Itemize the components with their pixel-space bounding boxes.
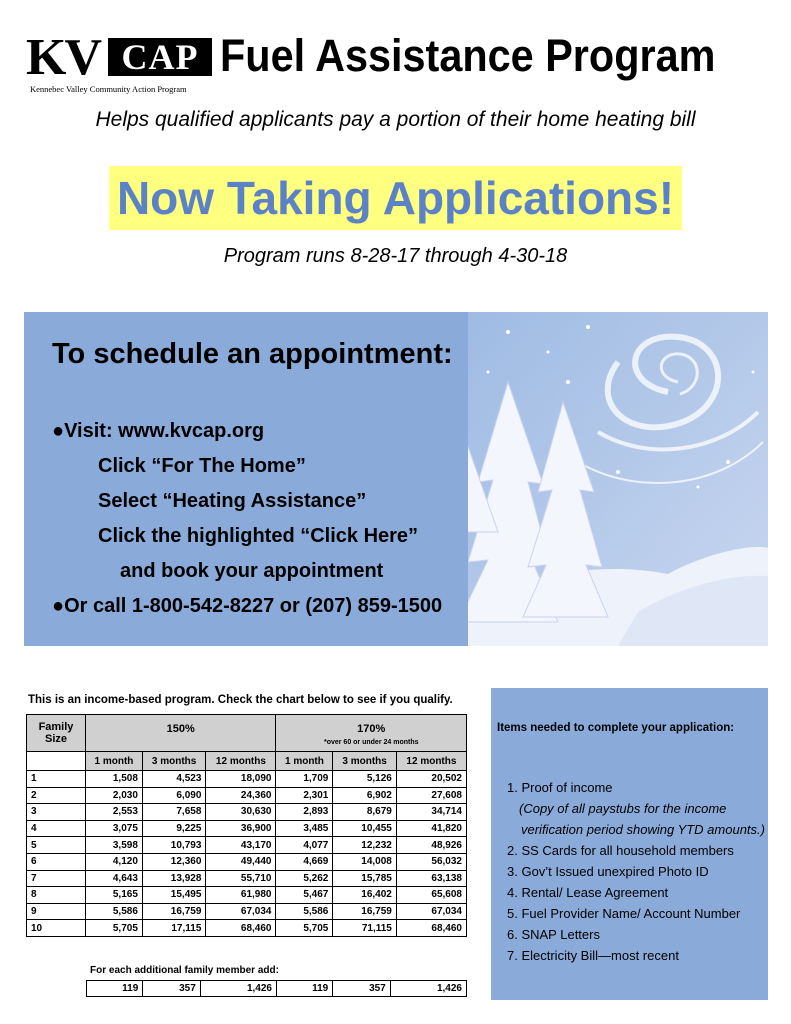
additional-value: 119 (87, 981, 143, 997)
call-phone-line: ●Or call 1-800-542-8227 or (207) 859-1500 (52, 595, 443, 617)
income-limit-cell: 5,126 (333, 771, 397, 788)
income-limit-cell: 16,759 (333, 903, 397, 920)
income-limit-cell: 7,658 (142, 804, 206, 821)
income-limit-cell: 65,608 (396, 887, 466, 904)
table-row (27, 837, 467, 854)
income-limit-cell: 16,402 (333, 887, 397, 904)
income-limit-cell: 49,440 (206, 853, 276, 870)
income-limit-cell: 63,138 (396, 870, 466, 887)
tagline: Helps qualified applicants pay a portion of their home heating bill (95, 108, 696, 131)
income-limit-cell: 30,630 (206, 804, 276, 821)
income-limit-cell: 5,467 (276, 887, 333, 904)
income-limit-cell: 9,225 (142, 820, 206, 837)
income-limit-cell: 68,460 (396, 920, 466, 937)
appointment-heading: To schedule an appointment: (52, 338, 453, 370)
logo-cap: CAP (108, 38, 212, 76)
heating-assistance-line: Select “Heating Assistance” (98, 490, 367, 512)
page-title: Fuel Assistance Program (220, 30, 716, 81)
item-lease: 4. Rental/ Lease Agreement (507, 885, 669, 900)
income-limit-cell: 2,553 (86, 804, 143, 821)
family-size-cell: 9 (27, 903, 86, 920)
additional-value: 1,426 (200, 981, 276, 997)
income-limit-cell: 71,115 (333, 920, 397, 937)
income-limit-cell: 15,495 (142, 887, 206, 904)
additional-value: 1,426 (390, 981, 466, 997)
income-limit-cell: 6,902 (333, 787, 397, 804)
table-row (27, 804, 467, 821)
income-table (26, 714, 467, 937)
income-limit-cell: 5,586 (86, 903, 143, 920)
income-limit-cell: 12,232 (333, 837, 397, 854)
additional-member-label: For each additional family member add: (90, 965, 279, 976)
header-170-note: *over 60 or under 24 months (323, 739, 419, 746)
income-table-body (27, 771, 467, 937)
logo-kv: KV (26, 29, 100, 86)
winter-trees-illustration (468, 312, 768, 646)
income-limit-cell: 55,710 (206, 870, 276, 887)
income-limit-cell: 34,714 (396, 804, 466, 821)
items-needed-heading: Items needed to complete your application: (497, 722, 735, 734)
period-header: 3 months (142, 752, 206, 771)
income-limit-cell: 36,900 (206, 820, 276, 837)
book-appointment-line: and book your appointment (120, 560, 384, 582)
period-header: 3 months (333, 752, 397, 771)
income-limit-cell: 3,485 (276, 820, 333, 837)
period-header: 1 month (276, 752, 333, 771)
kvcap-logo (26, 29, 214, 96)
for-the-home-line: Click “For The Home” (98, 455, 306, 477)
family-size-cell: 8 (27, 887, 86, 904)
additional-value: 119 (276, 981, 332, 997)
income-limit-cell: 17,115 (142, 920, 206, 937)
item-paystubs-note: (Copy of all paystubs for the income (519, 801, 727, 816)
table-row (27, 820, 467, 837)
income-limit-cell: 18,090 (206, 771, 276, 788)
income-limit-cell: 4,077 (276, 837, 333, 854)
income-limit-cell: 43,170 (206, 837, 276, 854)
item-fuel-provider: 5. Fuel Provider Name/ Account Number (507, 906, 741, 921)
table-row (27, 920, 467, 937)
now-taking-applications-banner: Now Taking Applications! (109, 166, 682, 230)
family-size-cell: 7 (27, 870, 86, 887)
additional-member-row (87, 981, 467, 997)
income-limit-cell: 67,034 (396, 903, 466, 920)
income-limit-cell: 4,669 (276, 853, 333, 870)
item-paystubs-note-2: verification period showing YTD amounts.) (521, 822, 765, 837)
income-limit-cell: 68,460 (206, 920, 276, 937)
income-limit-cell: 5,705 (86, 920, 143, 937)
item-snap: 6. SNAP Letters (507, 927, 600, 942)
income-limit-cell: 48,926 (396, 837, 466, 854)
table-row (27, 870, 467, 887)
income-limit-cell: 41,820 (396, 820, 466, 837)
period-header: 1 month (86, 752, 143, 771)
income-limit-cell: 2,893 (276, 804, 333, 821)
income-limit-cell: 10,455 (333, 820, 397, 837)
item-ss-cards: 2. SS Cards for all household members (507, 843, 734, 858)
income-limit-cell: 1,709 (276, 771, 333, 788)
family-size-cell: 2 (27, 787, 86, 804)
income-limit-cell: 67,034 (206, 903, 276, 920)
income-limit-cell: 5,586 (276, 903, 333, 920)
income-limit-cell: 3,075 (86, 820, 143, 837)
family-size-cell: 1 (27, 771, 86, 788)
income-limit-cell: 24,360 (206, 787, 276, 804)
item-proof-of-income: 1. Proof of income (507, 780, 613, 795)
items-needed-panel (491, 688, 768, 1000)
income-limit-cell: 2,301 (276, 787, 333, 804)
family-size-cell: 4 (27, 820, 86, 837)
logo-subtitle: Kennebec Valley Community Action Program (30, 84, 187, 94)
family-size-cell: 5 (27, 837, 86, 854)
income-limit-cell: 61,980 (206, 887, 276, 904)
income-limit-cell: 16,759 (142, 903, 206, 920)
income-limit-cell: 15,785 (333, 870, 397, 887)
period-header: 12 months (396, 752, 466, 771)
income-limit-cell: 4,120 (86, 853, 143, 870)
income-limit-cell: 5,262 (276, 870, 333, 887)
table-row (27, 853, 467, 870)
family-size-header: Family Size (27, 715, 86, 752)
income-limit-cell: 10,793 (142, 837, 206, 854)
income-limit-cell: 13,928 (142, 870, 206, 887)
table-row (27, 903, 467, 920)
family-size-cell: 10 (27, 920, 86, 937)
income-limit-cell: 12,360 (142, 853, 206, 870)
period-header: 12 months (206, 752, 276, 771)
visit-website-line: ●Visit: www.kvcap.org (52, 420, 265, 442)
income-intro: This is an income-based program. Check the chart below to see if you qualify. (28, 694, 453, 706)
table-row (27, 771, 467, 788)
income-limit-cell: 27,608 (396, 787, 466, 804)
table-row (27, 787, 467, 804)
banner-wrap (0, 166, 791, 230)
income-limit-cell: 6,090 (142, 787, 206, 804)
family-size-cell: 6 (27, 853, 86, 870)
income-limit-cell: 5,165 (86, 887, 143, 904)
additional-value: 357 (333, 981, 391, 997)
header-150: 150% (86, 715, 276, 752)
income-limit-cell: 8,679 (333, 804, 397, 821)
header-170 (276, 715, 467, 752)
income-limit-cell: 14,008 (333, 853, 397, 870)
income-limit-cell: 20,502 (396, 771, 466, 788)
income-limit-cell: 4,523 (142, 771, 206, 788)
program-dates: Program runs 8-28-17 through 4-30-18 (223, 245, 568, 267)
additional-value: 357 (143, 981, 201, 997)
empty-corner (27, 752, 86, 771)
income-limit-cell: 2,030 (86, 787, 143, 804)
income-limit-cell: 3,598 (86, 837, 143, 854)
income-limit-cell: 1,508 (86, 771, 143, 788)
header-170-label: 170% (357, 723, 386, 735)
appointment-panel (24, 312, 768, 646)
income-limit-cell: 5,705 (276, 920, 333, 937)
item-electricity: 7. Electricity Bill—most recent (507, 948, 679, 963)
income-limit-cell: 56,032 (396, 853, 466, 870)
table-row (27, 887, 467, 904)
click-here-line: Click the highlighted “Click Here” (98, 525, 419, 547)
family-size-cell: 3 (27, 804, 86, 821)
additional-member-table (86, 980, 467, 997)
income-limit-cell: 4,643 (86, 870, 143, 887)
item-photo-id: 3. Gov’t Issued unexpired Photo ID (507, 864, 709, 879)
